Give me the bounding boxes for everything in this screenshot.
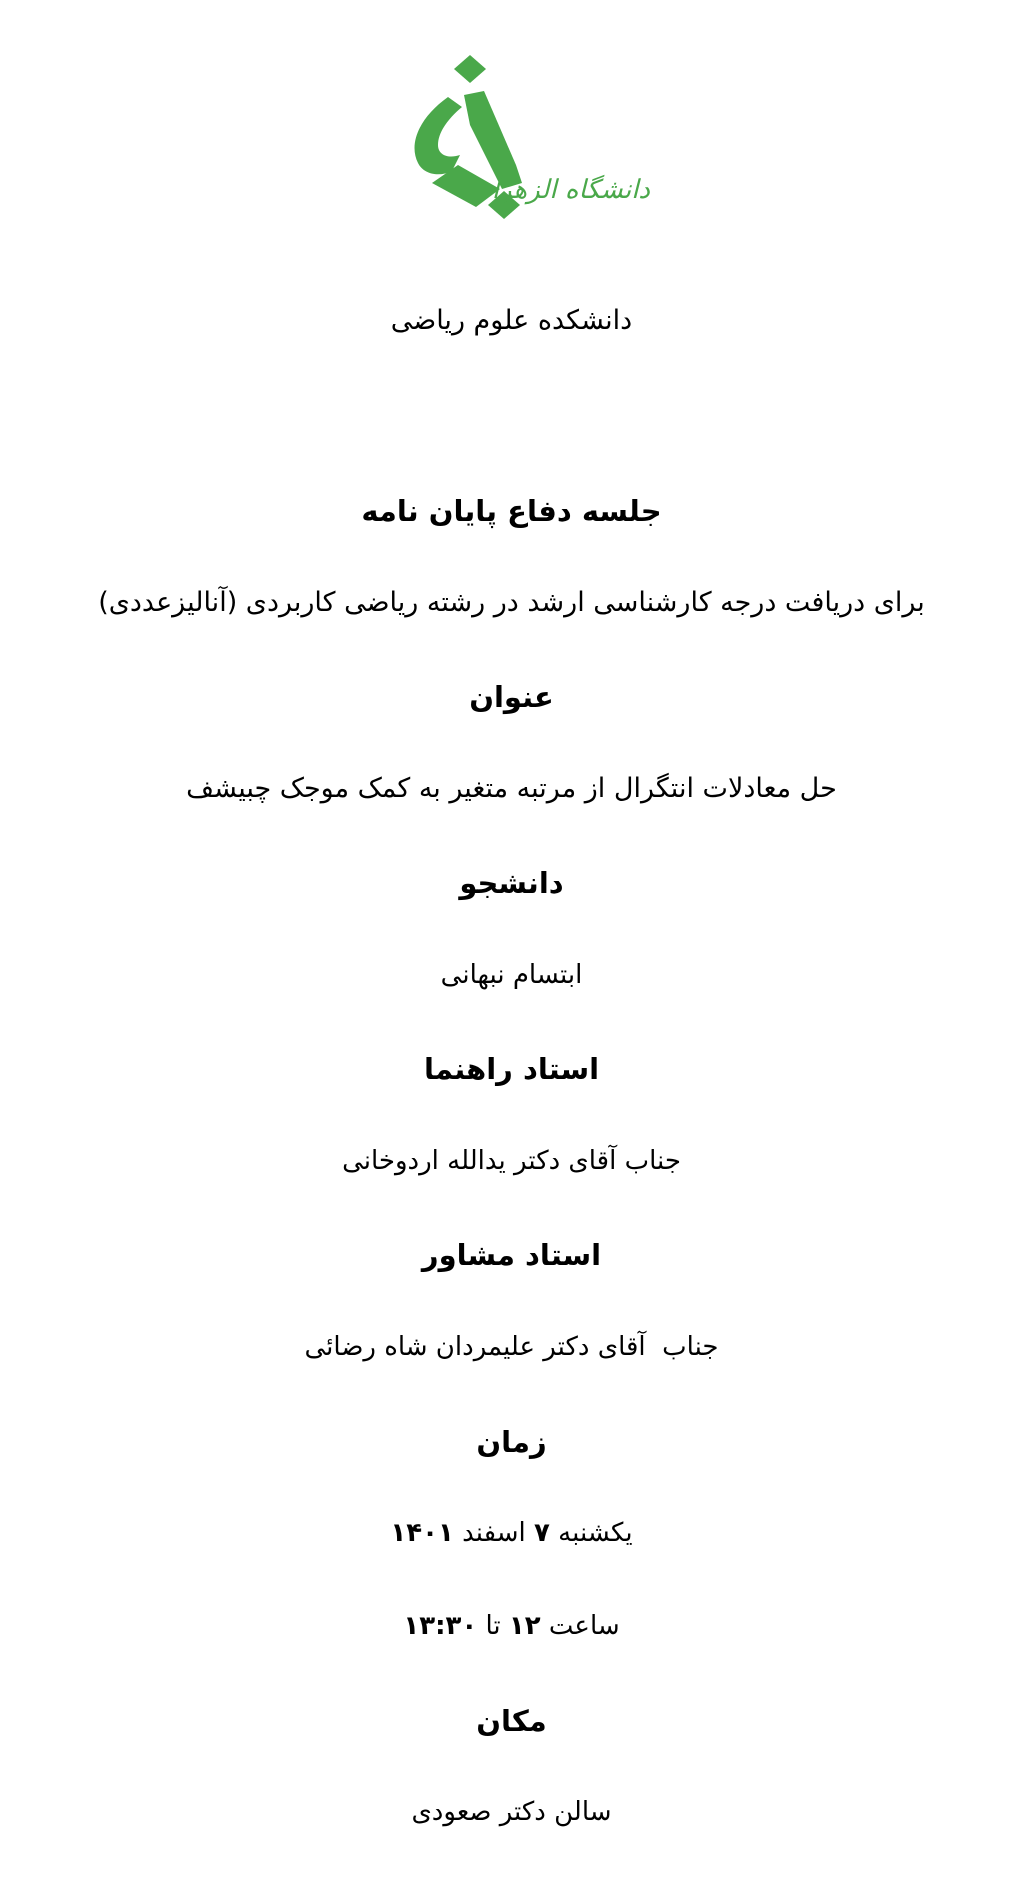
advisor-heading: استاد مشاور	[421, 1238, 602, 1272]
date-month: اسفند	[453, 1518, 535, 1548]
subject-heading: عنوان	[469, 680, 554, 714]
logo-wordmark	[400, 155, 650, 215]
supervisor-heading: استاد راهنما	[423, 1052, 600, 1086]
hour-prefix: ساعت	[540, 1611, 620, 1641]
student-heading: دانشجو	[459, 866, 564, 900]
faculty-name: دانشکده علوم ریاضی	[390, 305, 633, 336]
place-heading: مکان	[476, 1704, 547, 1738]
logo-text: دانشگاه الزهرا	[491, 175, 650, 205]
date-year: ۱۴۰۱	[390, 1518, 454, 1548]
defense-hour	[0, 1611, 1023, 1641]
hour-to: ۱۳:۳۰	[403, 1611, 478, 1641]
supervisor-name: جناب آقای دکتر یدالله اردوخانی	[342, 1146, 681, 1176]
alzahra-university-logo-icon	[410, 55, 640, 245]
announcement-title: جلسه دفاع پایان نامه	[361, 494, 662, 528]
advisor-name: جناب آقای دکتر علیمردان شاه رضائی	[304, 1332, 719, 1362]
hour-from: ۱۲	[508, 1611, 541, 1641]
defense-date	[0, 1518, 1023, 1548]
place-value: سالن دکتر صعودی	[411, 1797, 612, 1827]
subject-value: حل معادلات انتگرال از مرتبه متغیر به کمک موجک چبیشف	[186, 773, 837, 804]
hour-to-word: تا	[477, 1611, 509, 1641]
student-name: ابتسام نبهانی	[440, 960, 583, 990]
time-heading: زمان	[476, 1425, 547, 1459]
date-day-number: ۷	[534, 1518, 550, 1548]
date-day-prefix: یکشنبه	[549, 1518, 633, 1548]
university-logo	[410, 55, 640, 245]
degree-line: برای دریافت درجه کارشناسی ارشد در رشته ریاضی کاربردی (آنالیزعددی)	[98, 587, 925, 618]
